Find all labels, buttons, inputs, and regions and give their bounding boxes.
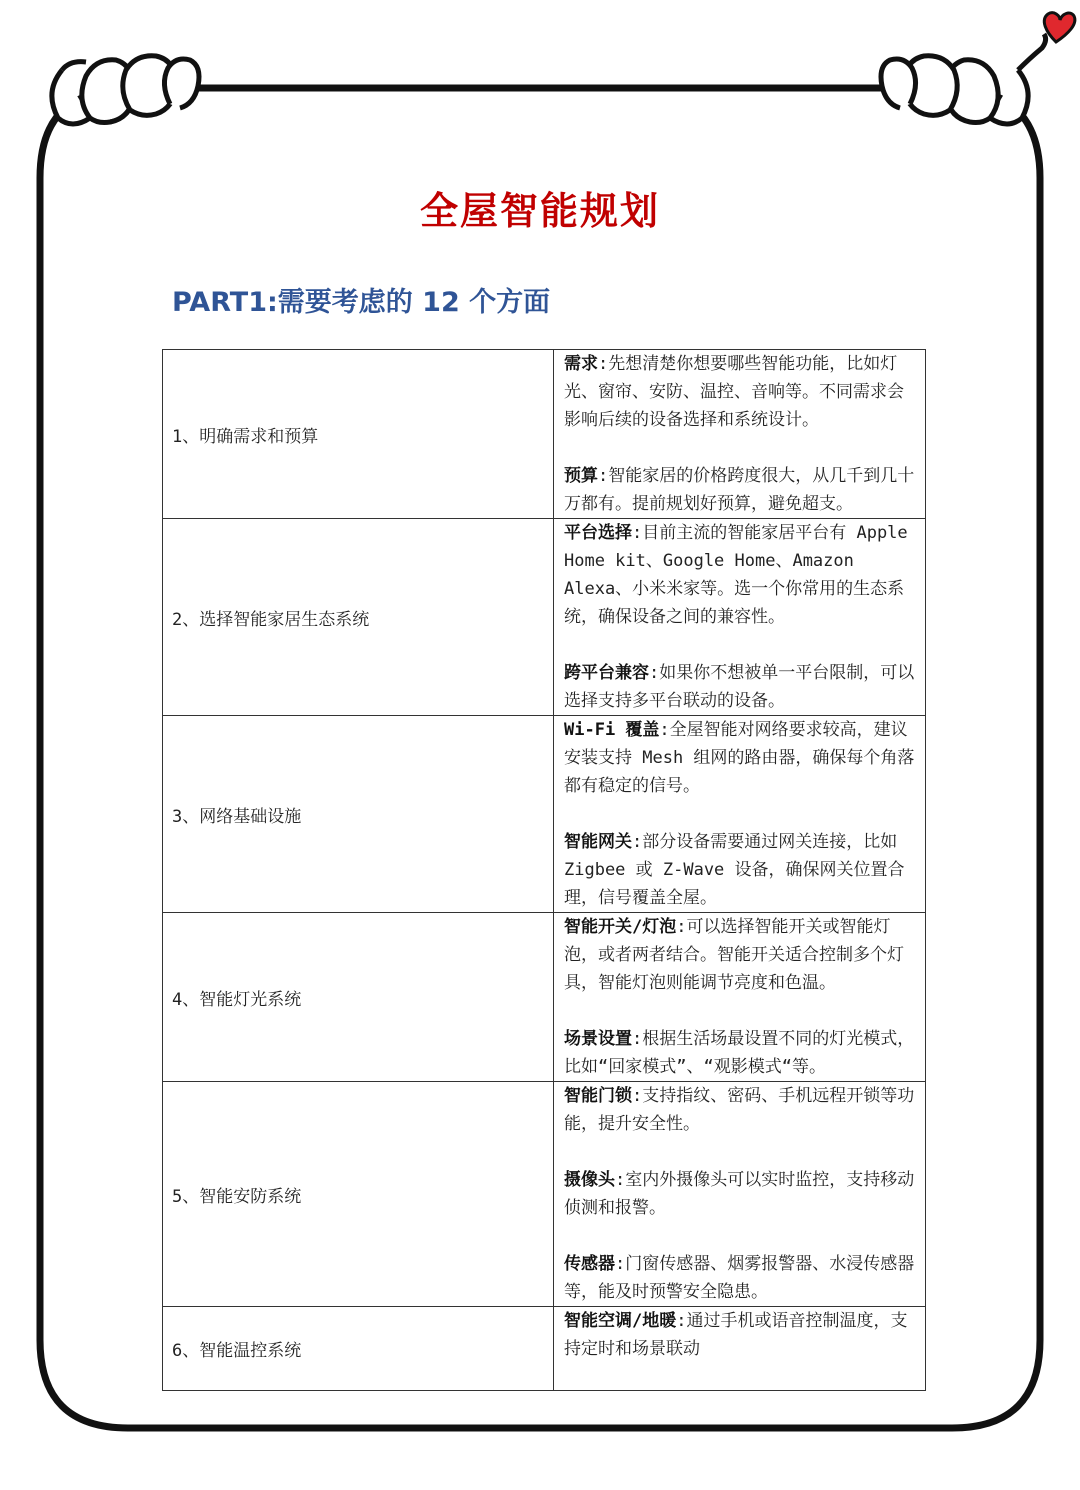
topic-cell: 1、明确需求和预算: [163, 350, 554, 519]
detail-paragraph: [564, 462, 915, 518]
detail-text: :全屋智能对网络要求较高，建议安装支持 Mesh 组网的路由器，确保每个角落都有稳定的信号。: [564, 720, 915, 796]
detail-paragraph: [564, 350, 915, 434]
detail-paragraph: [564, 1307, 915, 1363]
detail-term: 摄像头: [564, 1170, 615, 1190]
detail-paragraph: [564, 1082, 915, 1138]
topic-cell: 5、智能安防系统: [163, 1082, 554, 1307]
page-title: 全屋智能规划: [419, 189, 660, 233]
detail-cell: [554, 519, 926, 716]
detail-text: :智能家居的价格跨度很大，从几千到几十万都有。提前规划好预算，避免超支。: [564, 466, 915, 514]
detail-cell: [554, 913, 926, 1082]
detail-term: 智能网关: [564, 832, 632, 852]
detail-term: Wi-Fi 覆盖: [564, 720, 660, 740]
detail-term: 需求: [564, 354, 598, 374]
heart-icon: [1044, 13, 1075, 42]
table-row: [163, 1082, 926, 1307]
table-row: [163, 913, 926, 1082]
detail-term: 智能空调/地暖: [564, 1311, 677, 1331]
detail-term: 传感器: [564, 1254, 615, 1274]
detail-cell: [554, 716, 926, 913]
detail-paragraph: [564, 1250, 915, 1306]
right-hand-icon: [881, 34, 1046, 124]
detail-term: 场景设置: [564, 1029, 632, 1049]
detail-text: :目前主流的智能家居平台有 Apple Home kit、Google Home、Amazon Alexa、小米米家等。选一个你常用的生态系统，确保设备之间的兼容性。: [564, 523, 908, 627]
detail-cell: [554, 350, 926, 519]
detail-paragraph: [564, 828, 915, 912]
detail-text: :门窗传感器、烟雾报警器、水浸传感器等，能及时预警安全隐患。: [564, 1254, 915, 1302]
detail-term: 预算: [564, 466, 598, 486]
detail-paragraph: [564, 913, 915, 997]
detail-text: :通过手机或语音控制温度，支持定时和场景联动: [564, 1311, 908, 1359]
table-row: [163, 519, 926, 716]
topic-cell: 2、选择智能家居生态系统: [163, 519, 554, 716]
detail-paragraph: [564, 659, 915, 715]
detail-term: 跨平台兼容: [564, 663, 649, 683]
detail-text: :先想清楚你想要哪些智能功能，比如灯光、窗帘、安防、温控、音响等。不同需求会影响后续的设备选择和系统设计。: [564, 354, 904, 430]
topic-cell: 6、智能温控系统: [163, 1307, 554, 1391]
detail-paragraph: [564, 1025, 915, 1081]
detail-text: :室内外摄像头可以实时监控，支持移动侦测和报警。: [564, 1170, 915, 1218]
detail-paragraph: [564, 716, 915, 800]
topic-cell: 3、网络基础设施: [163, 716, 554, 913]
detail-paragraph: [564, 1166, 915, 1222]
detail-text: :部分设备需要通过网关连接，比如 Zigbee 或 Z-Wave 设备，确保网关位置合理，信号覆盖全屋。: [564, 832, 905, 908]
table-row: [163, 716, 926, 913]
detail-cell: [554, 1082, 926, 1307]
detail-term: 平台选择: [564, 523, 632, 543]
topic-cell: 4、智能灯光系统: [163, 913, 554, 1082]
detail-text: :根据生活场最设置不同的灯光模式，比如“回家模式”、“观影模式“等。: [564, 1029, 915, 1077]
plan-table: [162, 349, 926, 1391]
detail-cell: [554, 1307, 926, 1391]
table-row: [163, 350, 926, 519]
detail-text: :可以选择智能开关或智能灯泡，或者两者结合。智能开关适合控制多个灯具，智能灯泡则能调节亮度和色温。: [564, 917, 904, 993]
section-subtitle: PART1:需要考虑的 12 个方面: [172, 287, 551, 318]
detail-text: :如果你不想被单一平台限制，可以选择支持多平台联动的设备。: [564, 663, 915, 711]
detail-term: 智能门锁: [564, 1086, 632, 1106]
detail-term: 智能开关/灯泡: [564, 917, 677, 937]
left-hand-icon: [52, 56, 199, 124]
detail-text: :支持指纹、密码、手机远程开锁等功能，提升安全性。: [564, 1086, 915, 1134]
table-row: [163, 1307, 926, 1391]
detail-paragraph: [564, 519, 915, 631]
